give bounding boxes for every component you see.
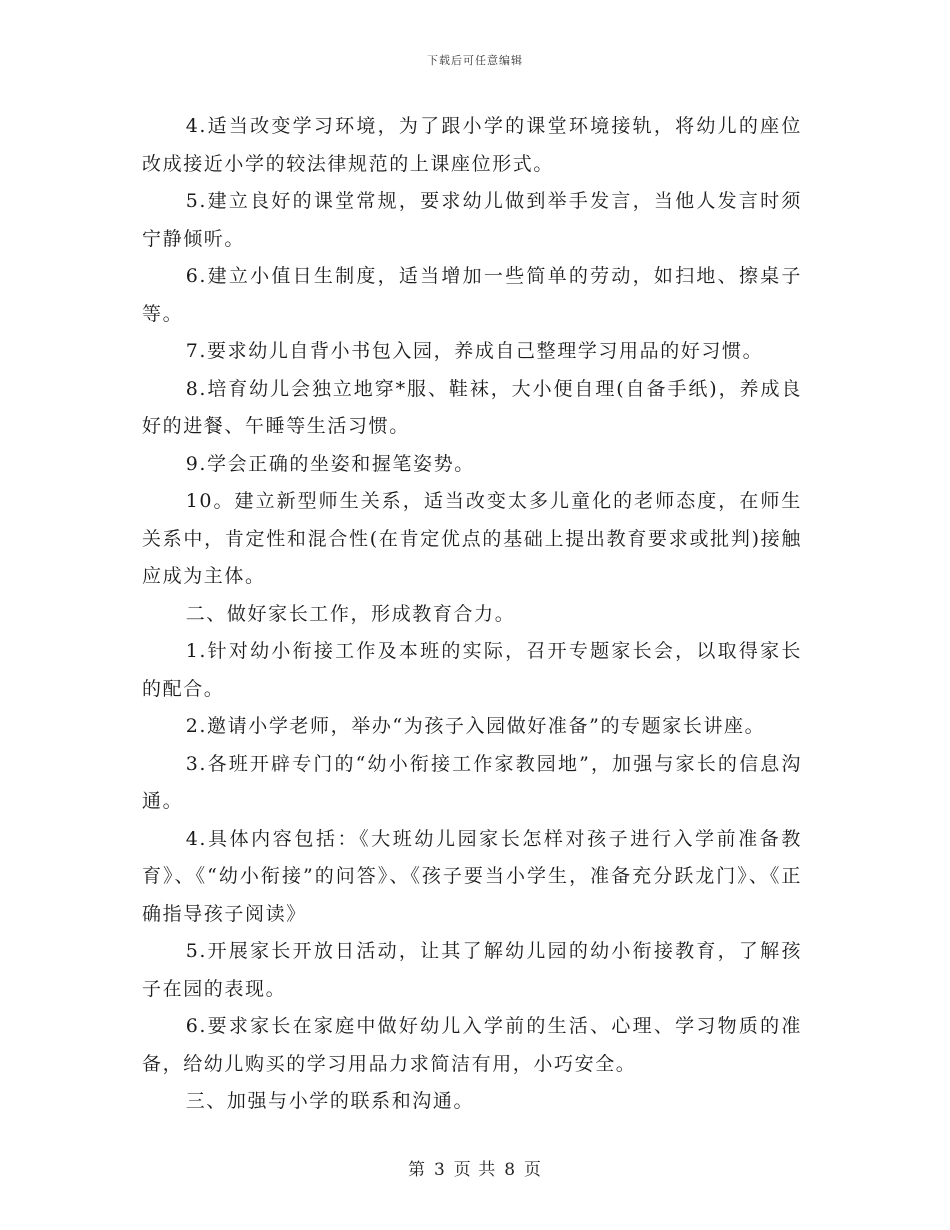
paragraph: 5.建立良好的课堂常规，要求幼儿做到举手发言，当他人发言时须宁静倾听。	[142, 190, 802, 250]
page-label-middle: 页 共	[453, 1160, 497, 1180]
header-note: 下载后可任意编辑	[427, 54, 523, 67]
paragraph: 4.适当改变学习环境，为了跟小学的课堂环境接轨，将幼儿的座位改成接近小学的较法律规范的上课座位形式。	[142, 115, 802, 175]
paragraph: 4.具体内容包括：《大班幼儿园家长怎样对孩子进行入学前准备教育》、《“幼小衔接”的问答》、《孩子要当小学生，准备充分跃龙门》、《正确指导孩子阅读》	[142, 827, 802, 925]
section-heading: 二、做好家长工作，形成教育合力。	[185, 602, 516, 625]
paragraph: 3.各班开辟专门的“幼小衔接工作家教园地”，加强与家长的信息沟通。	[142, 752, 802, 812]
paragraph: 2.邀请小学老师，举办“为孩子入园做好准备”的专题家长讲座。	[185, 715, 766, 737]
paragraph: 9.学会正确的坐姿和握笔姿势。	[185, 452, 475, 475]
paragraph: 7.要求幼儿自背小书包入园，养成自己整理学习用品的好习惯。	[185, 340, 764, 362]
paragraph: 6.要求家长在家庭中做好幼儿入学前的生活、心理、学习物质的准备，给幼儿购买的学习用品力求简洁有用，小巧安全。	[142, 1015, 802, 1075]
paragraph: 10。建立新型师生关系，适当改变太多儿童化的老师态度，在师生关系中，肯定性和混合性(在肯定优点的基础上提出教育要求或批判)接触应成为主体。	[142, 490, 802, 587]
paragraph: 6.建立小值日生制度，适当增加一些简单的劳动，如扫地、擦桌子等。	[142, 265, 802, 325]
paragraph: 5.开展家长开放日活动，让其了解幼儿园的幼小衔接教育，了解孩子在园的表现。	[142, 940, 802, 1000]
page-label-suffix: 页	[524, 1160, 543, 1180]
paragraph: 1.针对幼小衔接工作及本班的实际，召开专题家长会，以取得家长的配合。	[142, 640, 802, 700]
page-label-prefix: 第	[407, 1160, 426, 1180]
section-heading: 三、加强与小学的联系和沟通。	[185, 1090, 475, 1112]
current-page-number: 3	[433, 1160, 446, 1180]
paragraph: 8.培育幼儿会独立地穿*服、鞋袜，大小便自理(自备手纸)，养成良好的进餐、午睡等生活习惯。	[142, 377, 802, 437]
total-pages-number: 8	[504, 1160, 517, 1180]
page-footer	[0, 1155, 950, 1180]
document-body	[142, 108, 802, 1121]
